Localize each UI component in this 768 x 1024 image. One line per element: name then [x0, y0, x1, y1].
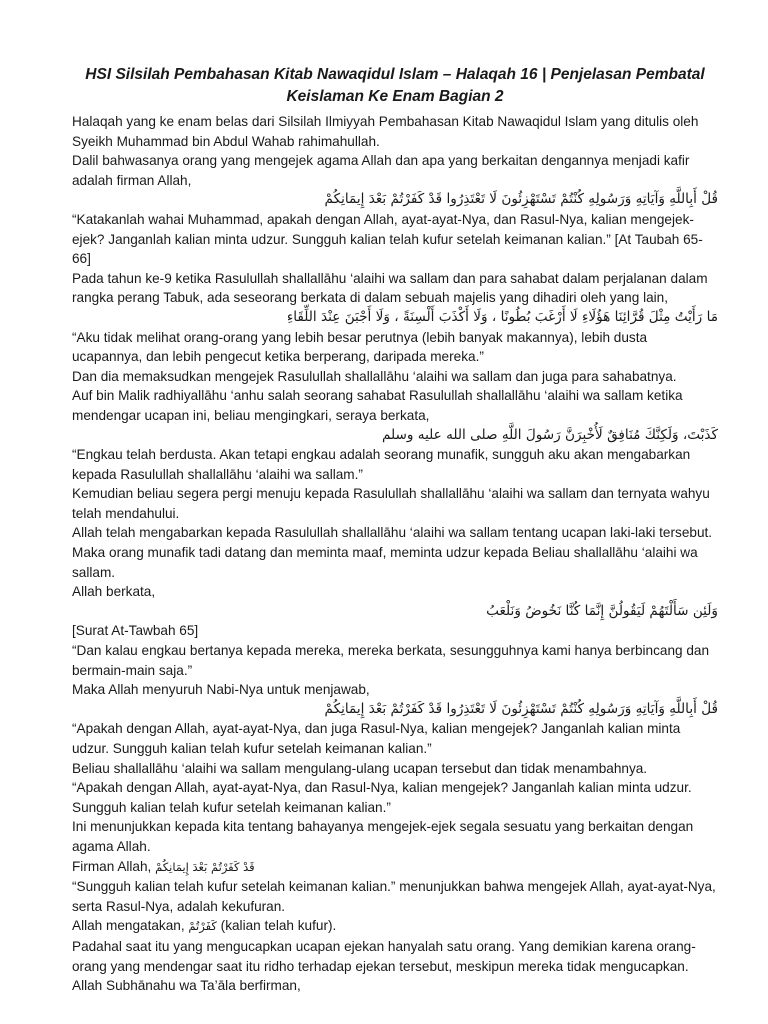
paragraph: Auf bin Malik radhiyallāhu ‘anhu salah seorang sahabat Rasulullah shallallāhu ‘alaihi wa sallam ketika mendengar ucapan ini, beliau mengingkari, seraya berkata, [72, 388, 683, 423]
firman-line [72, 857, 718, 878]
paragraph: “Aku tidak melihat orang-orang yang lebih besar perutnya (lebih banyak makannya), lebih dusta ucapannya, dan lebih pengecut ketika berperang, daripada mereka.” [72, 329, 648, 365]
paragraph: [Surat At-Tawbah 65] [72, 623, 199, 639]
mengatakan-arabic: كَفَرْتُمْ [188, 919, 217, 934]
paragraph: Allah berkata, [72, 584, 156, 600]
arabic-verse: وَلَئِن سَأَلْتَهُمْ لَيَقُولُنَّ إِنَّمَا كُنَّا نَخُوضُ وَنَلْعَبُ [486, 602, 718, 619]
paragraph: Ini menunjukkan kepada kita tentang bahayanya mengejek-ejek segala sesuatu yang berkaitan dengan agama Allah. [72, 819, 694, 854]
arabic-verse: مَا رَأَيْتُ مِثْلَ قُرَّائِنَا هَؤُلَاءِ لَا أَرْغَبَ بُطُونًا ، وَلَا أَكْذَبَ أَلْسِنَةً ، وَلَا أَجْبَنَ عِنْدَ اللِّقَاءِ [286, 308, 718, 325]
mengatakan-suffix: (kalian telah kufur). [220, 918, 337, 934]
paragraph: Pada tahun ke-9 ketika Rasulullah shallallāhu ‘alaihi wa sallam dan para sahabat dalam perjalanan dalam rangka perang Tabuk, ada seseorang berkata di dalam sebuah majelis yang dihadiri oleh yang lain, [72, 270, 708, 306]
paragraph: Dalil bahwasanya orang yang mengejek agama Allah dan apa yang berkaitan dengannya menjadi kafir adalah firman Allah, [72, 153, 690, 188]
arabic-verse: قُلْ أَبِاللَّهِ وَآيَاتِهِ وَرَسُولِهِ كُنْتُمْ تَسْتَهْزِئُونَ لَا تَعْتَذِرُوا قَدْ كَفَرْتُمْ بَعْدَ إِيمَانِكُمْ [324, 191, 718, 208]
paragraph: Halaqah yang ke enam belas dari Silsilah Ilmiyyah Pembahasan Kitab Nawaqidul Islam yang ditulis oleh Syeikh Muhammad bin Abdul Wahab rahimahullah. [72, 114, 699, 149]
paragraph: Maka Allah menyuruh Nabi-Nya untuk menjawab, [72, 682, 370, 698]
paragraph: Dan dia memaksudkan mengejek Rasulullah shallallāhu ‘alaihi wa sallam dan juga para sahabatnya. [72, 368, 677, 384]
arabic-verse: كَذَبْتَ، وَلَكِنَّكَ مُنَافِقٌ لَأُخْبِرَنَّ رَسُولَ اللَّهِ صلى الله عليه وسلم [381, 426, 718, 443]
paragraph: “Apakah dengan Allah, ayat-ayat-Nya, dan Rasul-Nya, kalian mengejek? Janganlah kalian minta udzur. Sungguh kalian telah kufur setelah keimanan kalian.” [72, 780, 692, 815]
document-body [72, 112, 718, 996]
mengatakan-line [72, 916, 718, 937]
paragraph: “Dan kalau engkau bertanya kepada mereka, mereka berkata, sesungguhnya kami hanya berbincang dan bermain-main saja.” [72, 643, 710, 678]
mengatakan-prefix: Allah mengatakan, [72, 918, 185, 934]
arabic-verse: قُلْ أَبِاللَّهِ وَآيَاتِهِ وَرَسُولِهِ كُنْتُمْ تَسْتَهْزِئُونَ لَا تَعْتَذِرُوا قَدْ كَفَرْتُمْ بَعْدَ إِيمَانِكُمْ [324, 700, 718, 717]
document-title: HSI Silsilah Pembahasan Kitab Nawaqidul Islam – Halaqah 16 | Penjelasan Pembatal Keislaman Ke Enam Bagian 2 [85, 66, 705, 105]
firman-arabic: قَدْ كَفَرْتُمْ بَعْدَ إِيمَانِكُمْ [155, 859, 255, 874]
paragraph: Padahal saat itu yang mengucapkan ucapan ejekan hanyalah satu orang. Yang demikian karena orang-orang yang mendengar saat itu ridho terhadap ejekan tersebut, meskipun mereka tidak mengucapkan. [72, 938, 696, 974]
paragraph: Kemudian beliau segera pergi menuju kepada Rasulullah shallallāhu ‘alaihi wa sallam dan ternyata wahyu telah mendahului. [72, 486, 710, 521]
paragraph: Maka orang munafik tadi datang dan meminta maaf, meminta udzur kepada Beliau shallallāhu ‘alaihi wa sallam. [72, 545, 698, 580]
paragraph: Allah telah mengabarkan kepada Rasulullah shallallāhu ‘alaihi wa sallam tentang ucapan laki-laki tersebut. [72, 525, 713, 541]
paragraph: “Sungguh kalian telah kufur setelah keimanan kalian.” menunjukkan bahwa mengejek Allah, ayat-ayat-Nya, serta Rasul-Nya, adalah kekufuran. [72, 879, 716, 914]
firman-prefix: Firman Allah, [72, 858, 152, 874]
paragraph: Allah Subhānahu wa Ta’āla berfirman, [72, 978, 301, 994]
paragraph: “Apakah dengan Allah, ayat-ayat-Nya, dan juga Rasul-Nya, kalian mengejek? Janganlah kalian minta udzur. Sungguh kalian telah kufur setelah keimanan kalian.” [72, 721, 681, 756]
paragraph: “Engkau telah berdusta. Akan tetapi engkau adalah seorang munafik, sungguh aku akan mengabarkan kepada Rasulullah shallallāhu ‘alaihi wa sallam.” [72, 447, 691, 482]
paragraph: Beliau shallallāhu ‘alaihi wa sallam mengulang-ulang ucapan tersebut dan tidak menambahnya. [72, 760, 648, 776]
paragraph: “Katakanlah wahai Muhammad, apakah dengan Allah, ayat-ayat-Nya, dan Rasul-Nya, kalian mengejek-ejek? Janganlah kalian minta udzur. Sungguh kalian telah kufur setelah keimanan kalian.” [At Taubah 65-66] [72, 211, 703, 267]
